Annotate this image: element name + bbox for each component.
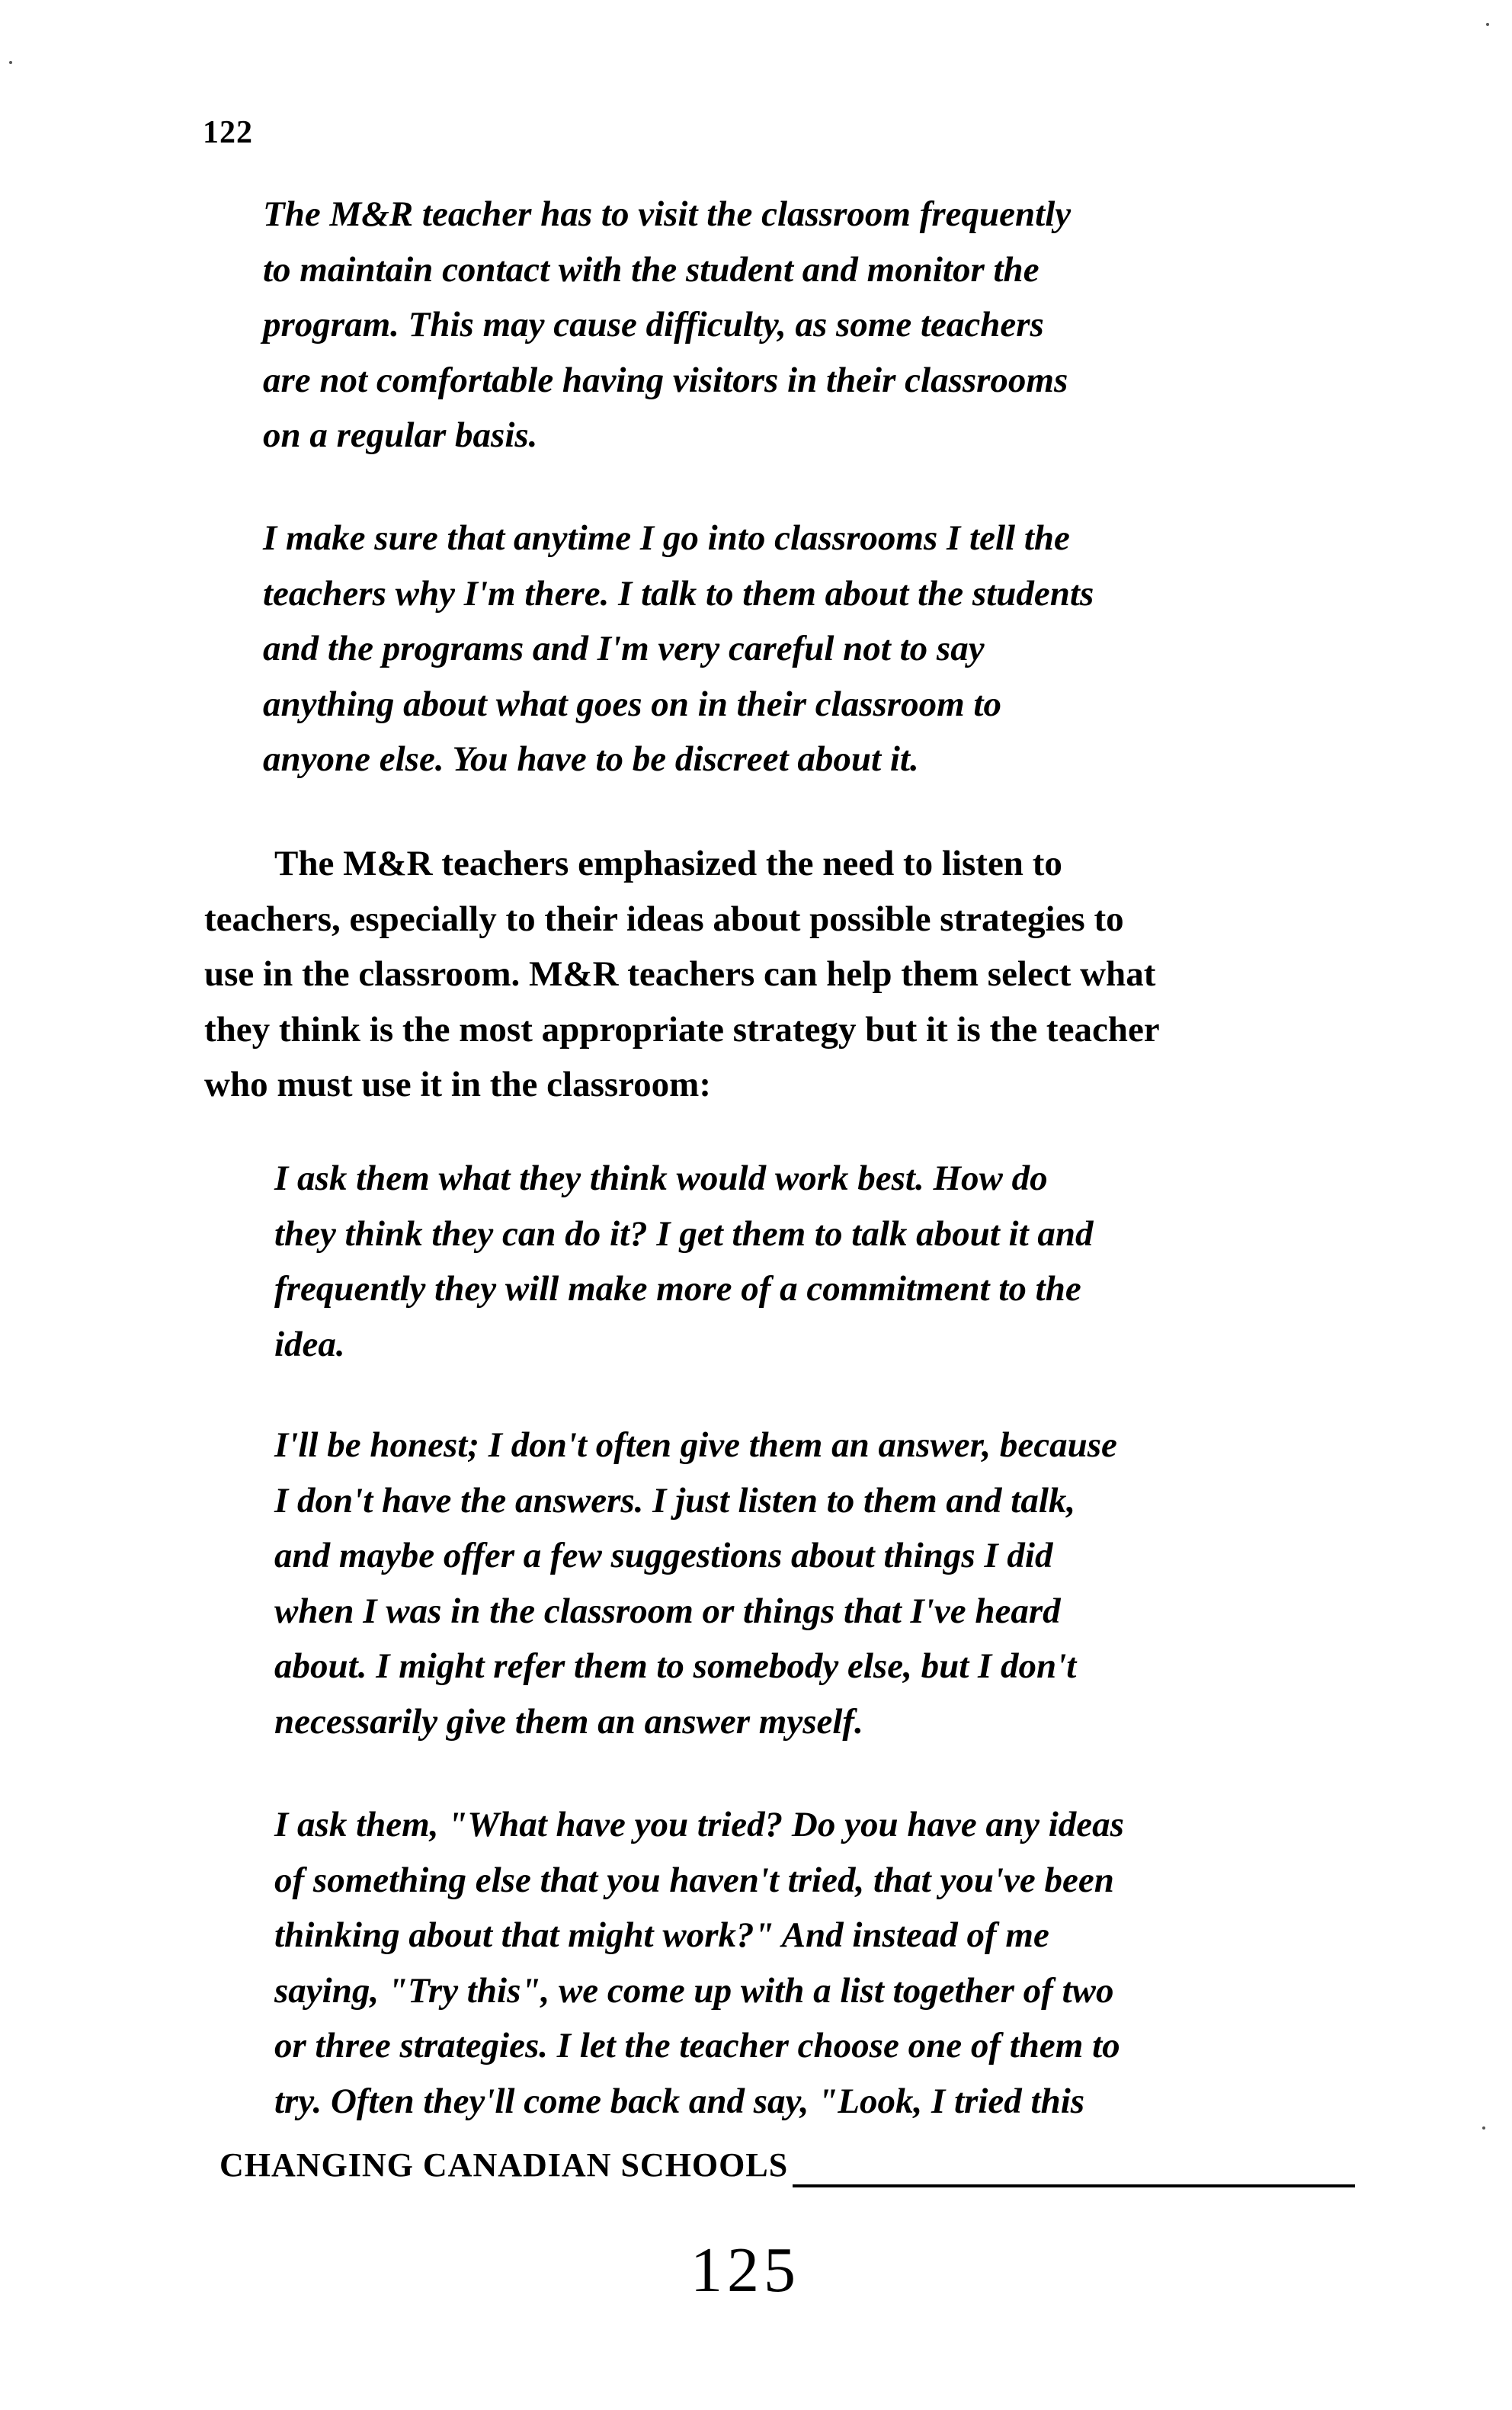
text-line: program. This may cause difficulty, as some teachers: [263, 305, 1044, 345]
text-line: when I was in the classroom or things that I've heard: [274, 1591, 1061, 1631]
page-number-bottom: 125: [690, 2235, 800, 2306]
text-line: thinking about that might work?" And instead of me: [274, 1915, 1049, 1955]
text-line: they think is the most appropriate strategy but it is the teacher: [204, 1009, 1160, 1050]
text-line: I make sure that anytime I go into classrooms I tell the: [263, 518, 1070, 558]
text-line: The M&R teacher has to visit the classroom frequently: [263, 194, 1072, 234]
text-line: use in the classroom. M&R teachers can help them select what: [204, 954, 1156, 994]
text-line: The M&R teachers emphasized the need to listen to: [274, 844, 1062, 883]
text-line: necessarily give them an answer myself.: [274, 1701, 863, 1742]
scan-speck: [1482, 2126, 1485, 2130]
text-line: I'll be honest; I don't often give them an answer, because: [274, 1425, 1117, 1465]
text-line: to maintain contact with the student and monitor the: [263, 249, 1040, 290]
text-line: on a regular basis.: [263, 415, 538, 455]
scan-speck: [9, 61, 12, 64]
quote-paragraph-4: [274, 1418, 1117, 1749]
page-number-top: 122: [203, 115, 253, 150]
text-line: of something else that you haven't tried, that you've been: [274, 1860, 1114, 1900]
quote-paragraph-3: [274, 1151, 1094, 1372]
text-line: I don't have the answers. I just listen to them and talk,: [274, 1480, 1076, 1521]
text-line: anything about what goes on in their classroom to: [263, 684, 1001, 724]
text-line: I ask them, "What have you tried? Do you have any ideas: [274, 1805, 1124, 1844]
text-line: who must use it in the classroom:: [204, 1065, 711, 1104]
text-line: anyone else. You have to be discreet about it.: [263, 739, 919, 779]
quote-paragraph-5: [274, 1797, 1124, 2129]
scan-speck: [1486, 23, 1489, 26]
text-line: teachers, especially to their ideas about possible strategies to: [204, 899, 1124, 939]
text-line: about. I might refer them to somebody else, but I don't: [274, 1646, 1077, 1686]
text-line: try. Often they'll come back and say, "Look, I tried this: [274, 2081, 1085, 2121]
text-line: idea.: [274, 1324, 345, 1364]
text-line: saying, "Try this", we come up with a list together of two: [274, 1970, 1114, 2011]
text-line: they think they can do it? I get them to talk about it and: [274, 1213, 1094, 1254]
text-line: and maybe offer a few suggestions about things I did: [274, 1536, 1053, 1575]
footer-book-title: CHANGING CANADIAN SCHOOLS: [219, 2146, 789, 2184]
quote-paragraph-2: [263, 511, 1094, 787]
text-line: and the programs and I'm very careful not to say: [263, 629, 985, 668]
text-line: teachers why I'm there. I talk to them about the students: [263, 573, 1094, 614]
footer-rule: [793, 2184, 1355, 2187]
text-line: are not comfortable having visitors in their classrooms: [263, 360, 1068, 400]
text-line: frequently they will make more of a commitment to the: [274, 1269, 1081, 1309]
text-line: I ask them what they think would work best. How do: [274, 1159, 1048, 1198]
narrative-paragraph: [204, 836, 1160, 1113]
quote-paragraph-1: [263, 187, 1071, 463]
text-line: or three strategies. I let the teacher choose one of them to: [274, 2026, 1120, 2065]
